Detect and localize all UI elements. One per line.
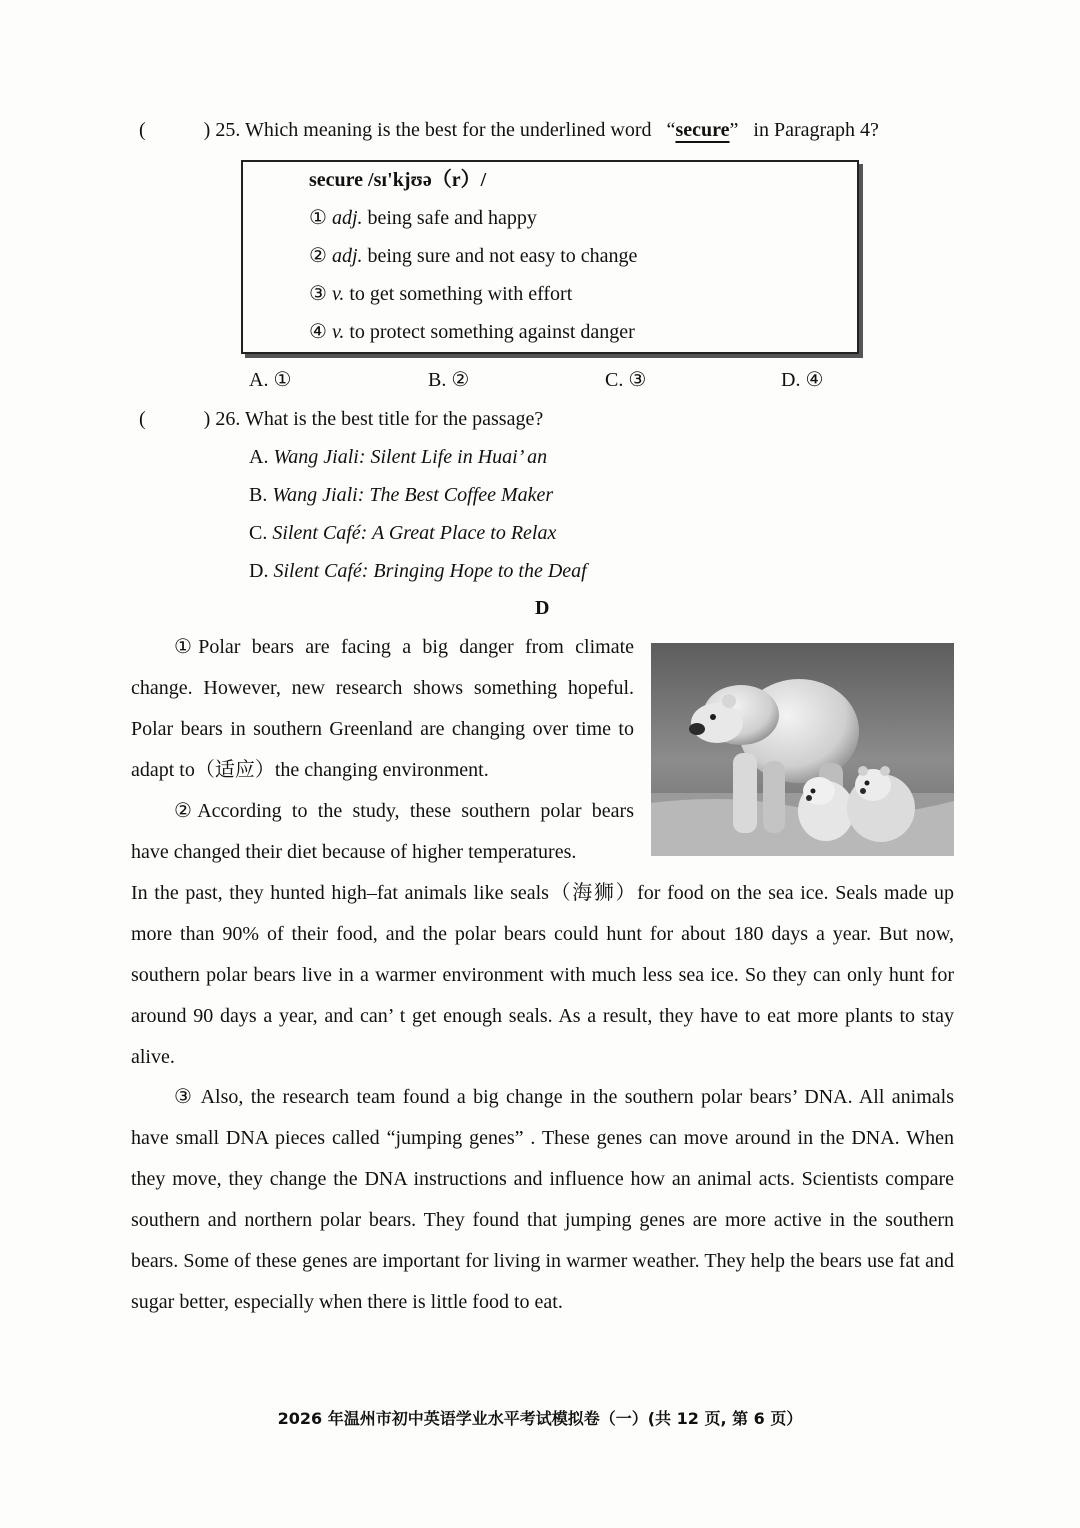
question-25-stem: [139, 118, 879, 142]
polar-bear-photo: [651, 643, 954, 856]
q25-option-d[interactable]: D. ④: [781, 369, 824, 391]
answer-paren-open: (: [139, 408, 146, 430]
sense-text: to get something with effort: [349, 283, 573, 305]
quote-close: ”: [729, 119, 739, 141]
option-text: Wang Jiali: Silent Life in Huai’ an: [273, 446, 548, 468]
option-text: Silent Café: A Great Place to Relax: [272, 522, 557, 544]
paragraph-2-cont: In the past, they hunted high–fat animals like seals（海狮）for food on the sea ice. Seals made up more than 90% of their food, and the polar bears could hunt for about 180 days a year. But now, southern polar bears live in a warmer environment with much less sea ice. So they can only hunt for around 90 days a year, and can’ t get enough seals. As a result, they have to eat more plants to stay alive.: [131, 882, 954, 1068]
dictionary-sense-3: [309, 282, 572, 306]
dictionary-headword: secure /sɪ'kjʊə（r）/: [309, 169, 487, 191]
sense-number: ②: [309, 245, 327, 267]
option-text: Wang Jiali: The Best Coffee Maker: [272, 484, 554, 506]
sense-text: being safe and happy: [367, 207, 537, 229]
answer-paren-close: ): [203, 408, 211, 430]
dictionary-sense-4: [309, 320, 635, 344]
question-26-stem: [139, 407, 543, 431]
paragraph-1: ①Polar bears are facing a big danger from climate change. However, new research shows something hopeful. Polar bears in southern Greenland are changing over time to adapt to（适应）the changing environment.: [131, 636, 634, 781]
sense-text: to protect something against danger: [349, 321, 635, 343]
sense-pos: v.: [331, 321, 345, 343]
question-number: 25.: [215, 119, 241, 141]
sense-pos: adj.: [331, 207, 363, 229]
page-footer: 2026 年温州市初中英语学业水平考试模拟卷（一）(共 12 页, 第 6 页）: [277, 1409, 803, 1428]
underlined-word: secure: [675, 119, 730, 141]
sense-number: ④: [309, 321, 327, 343]
paragraph-3: ③ Also, the research team found a big change in the southern polar bears’ DNA. All animals have small DNA pieces called “jumping genes” . These genes can move around in the DNA. When they move, they change the DNA instructions and influence how an animal acts. Scientists compare southern and northern polar bears. They found that jumping genes are more active in the southern bears. Some of these genes are important for living in warmer weather. They help the bears use fat and sugar better, especially when there is little food to eat.: [131, 1086, 954, 1313]
option-letter: B.: [249, 484, 268, 506]
q25-option-a[interactable]: A. ①: [249, 369, 292, 391]
sense-pos: v.: [331, 283, 345, 305]
sense-text: being sure and not easy to change: [367, 245, 638, 267]
sense-pos: adj.: [331, 245, 363, 267]
option-letter: C.: [249, 522, 268, 544]
question-text: What is the best title for the passage?: [244, 408, 544, 430]
dictionary-sense-2: [309, 244, 637, 268]
q26-option-a[interactable]: [249, 445, 547, 469]
question-text-end: in Paragraph 4?: [753, 119, 879, 141]
q26-option-b[interactable]: [249, 483, 553, 507]
dictionary-entry-box: [241, 160, 859, 354]
question-text: Which meaning is the best for the underlined word: [244, 119, 652, 141]
dictionary-sense-1: [309, 206, 537, 230]
sense-number: ①: [309, 207, 327, 229]
answer-paren-close: ): [203, 119, 211, 141]
question-number: 26.: [215, 408, 241, 430]
q25-option-b[interactable]: B. ②: [428, 369, 470, 391]
q26-option-d[interactable]: [249, 559, 587, 583]
q25-option-c[interactable]: C. ③: [605, 369, 647, 391]
section-heading: D: [535, 597, 550, 619]
answer-paren-open: (: [139, 119, 146, 141]
option-text: Silent Café: Bringing Hope to the Deaf: [273, 560, 587, 582]
option-letter: D.: [249, 560, 269, 582]
paragraph-2-start: ②According to the study, these southern polar bears have changed their diet because of higher temperatures.: [131, 800, 634, 863]
quote-open: “: [666, 119, 676, 141]
sense-number: ③: [309, 283, 327, 305]
q26-option-c[interactable]: [249, 521, 556, 545]
polar-bears-image: [651, 643, 954, 856]
option-letter: A.: [249, 446, 269, 468]
